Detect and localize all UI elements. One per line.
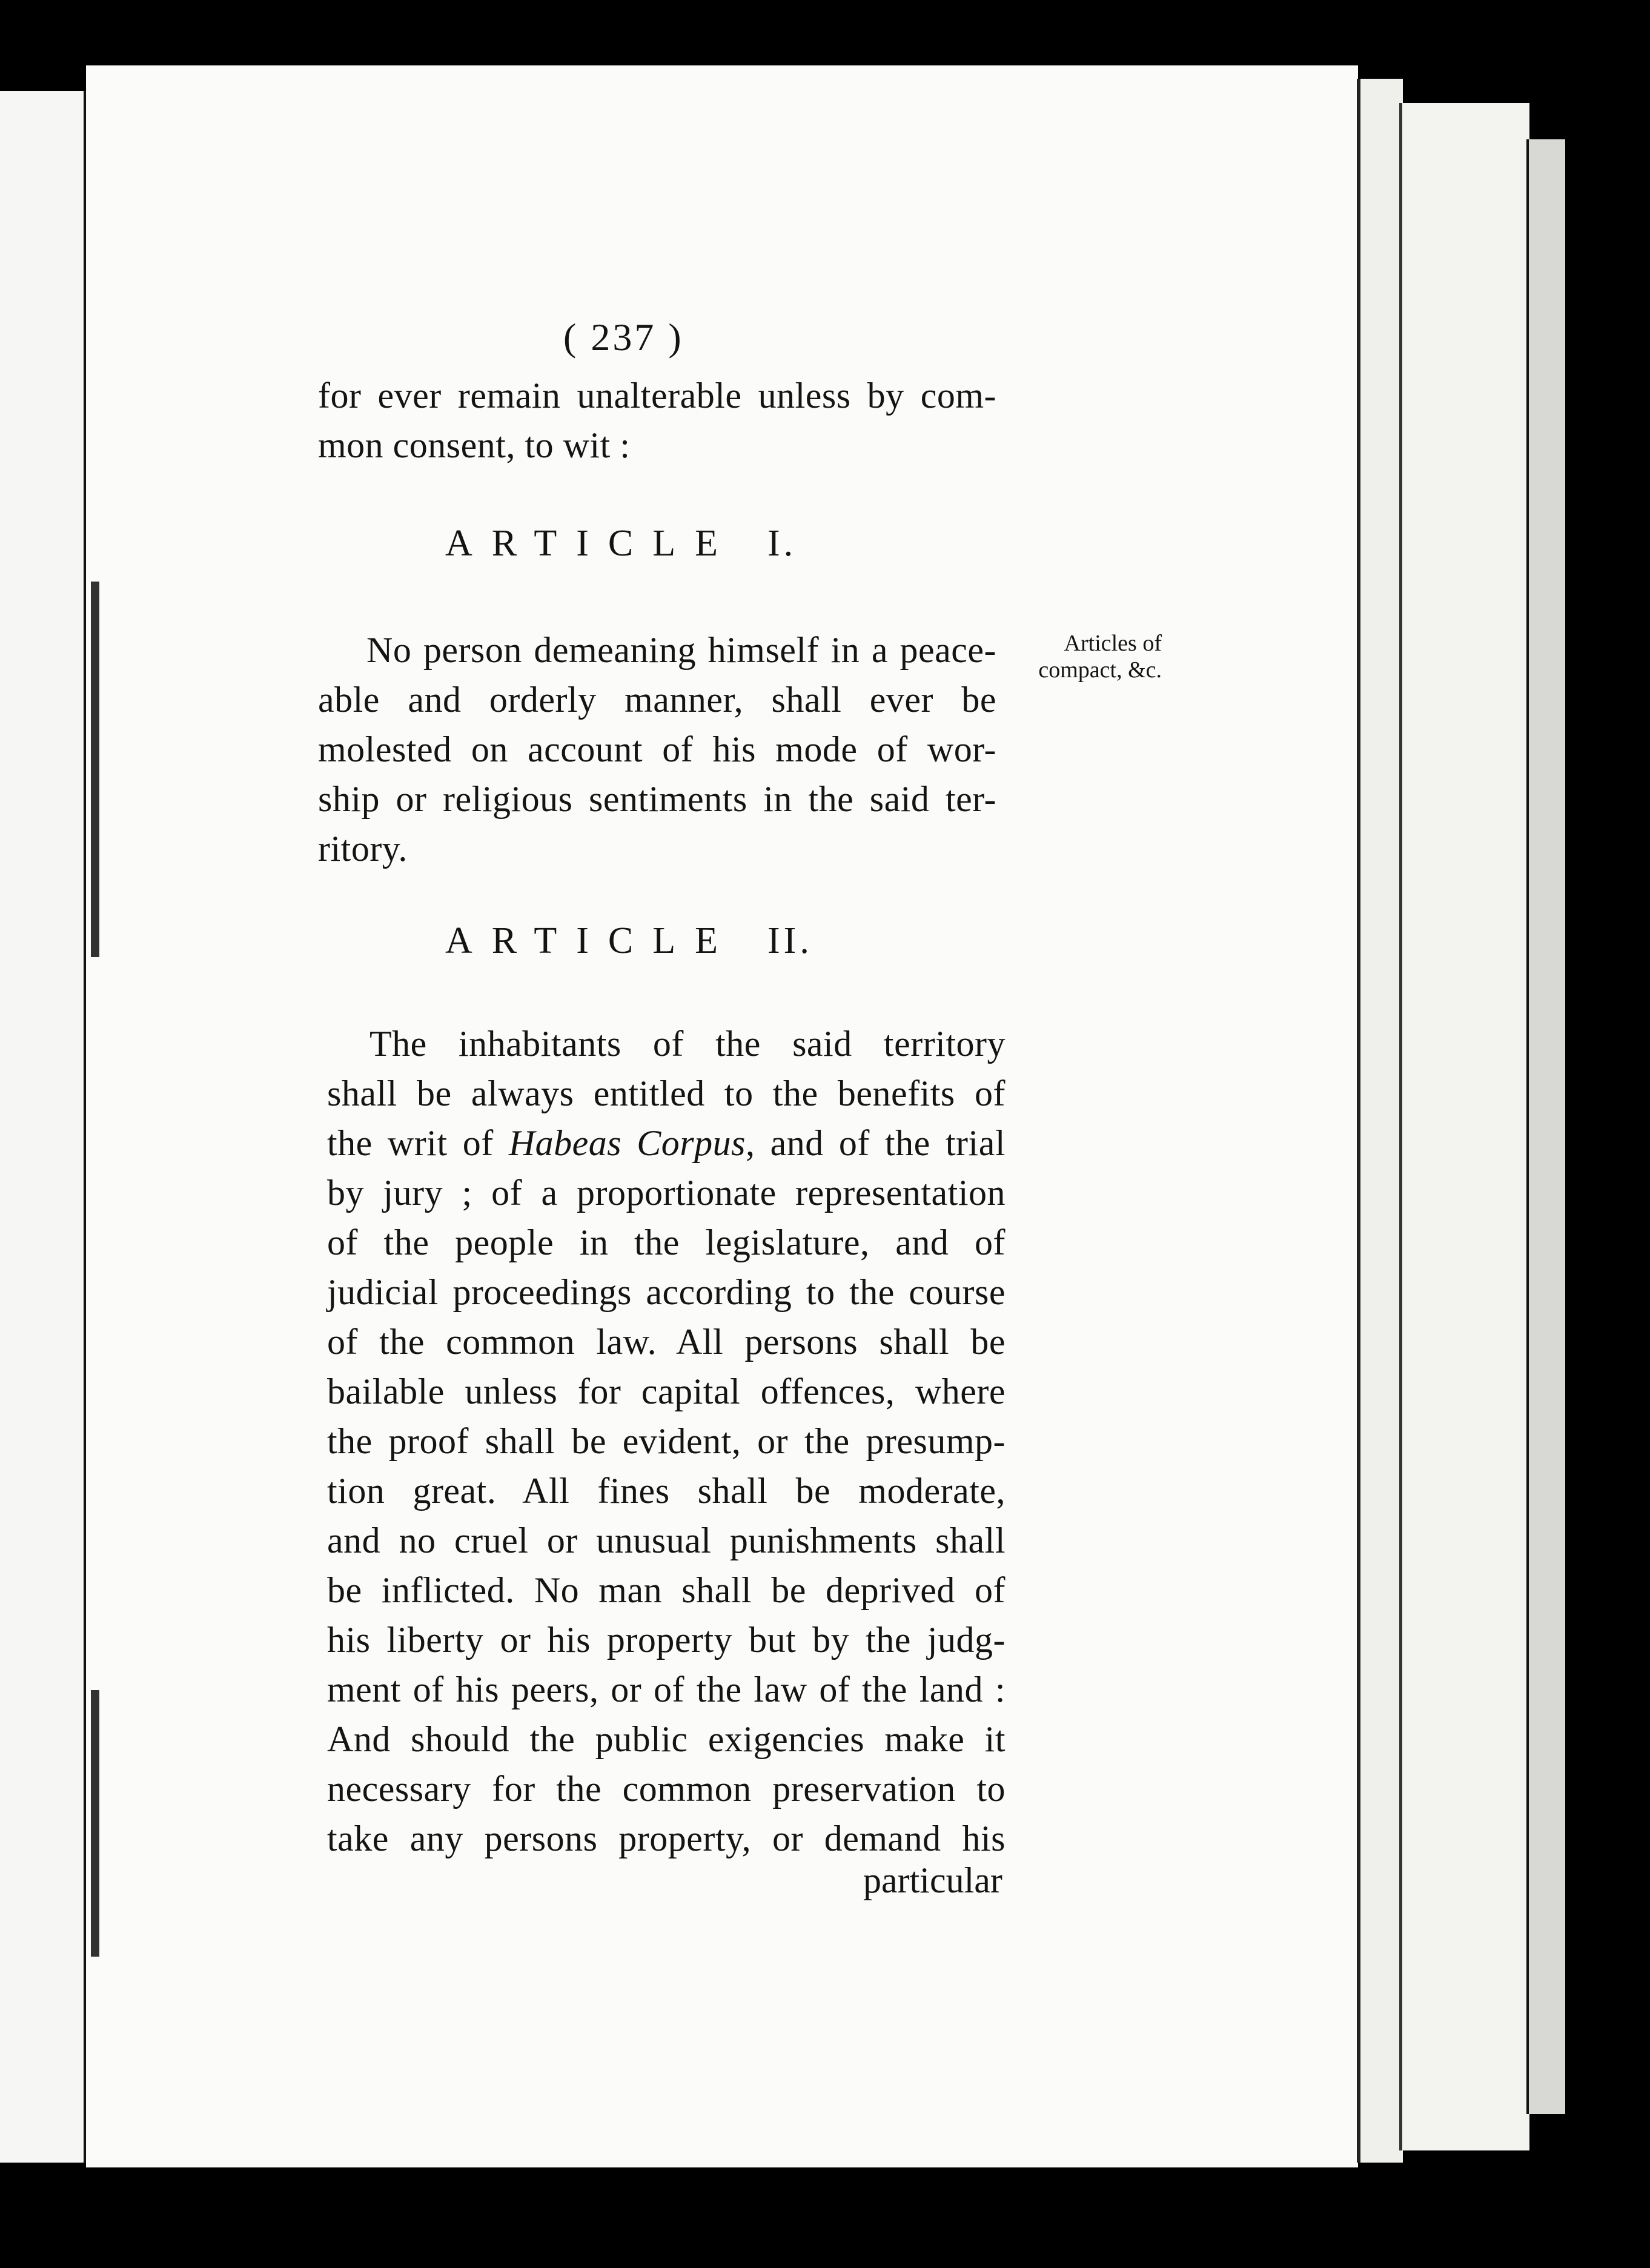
text-line: judicial proceedings according to the course — [327, 1272, 1006, 1312]
article-2-text — [327, 1019, 1006, 1863]
text-line: be inflicted. No man shall be deprived of — [327, 1570, 1006, 1610]
text-line: And should the public exigencies make it — [327, 1719, 1006, 1759]
article-1-text — [318, 625, 996, 874]
article-heading-number: II. — [767, 920, 813, 961]
article-heading-word: ARTICLE — [445, 523, 738, 564]
article-1-heading — [445, 522, 797, 565]
page-number: ( 237 ) — [563, 316, 684, 359]
margin-note-line: compact, &c. — [1038, 657, 1162, 683]
text-line: bailable unless for capital offences, where — [327, 1371, 1006, 1411]
binding-thread-mark — [91, 1690, 99, 1957]
text-line: able and orderly manner, shall ever be — [318, 680, 996, 720]
text-line: his liberty or his property but by the judg- — [327, 1620, 1006, 1660]
margin-note-line: Articles of — [1064, 631, 1162, 656]
text-line: for ever remain unalterable unless by com- — [318, 376, 996, 416]
text-line: take any persons property, or demand his — [327, 1819, 1006, 1858]
text-line: of the people in the legislature, and of — [327, 1222, 1006, 1262]
binding-thread-mark — [91, 582, 99, 957]
facing-page-edge — [0, 91, 85, 2163]
article-heading-word: ARTICLE — [445, 920, 738, 961]
text-line: tion great. All fines shall be moderate, — [327, 1471, 1006, 1511]
article-2-heading — [445, 920, 813, 963]
page-edge-strip — [1399, 103, 1529, 2150]
text-line: No person demeaning himself in a peace- — [366, 630, 996, 670]
text-line: and no cruel or unusual punishments shall — [327, 1520, 1006, 1560]
text-line: ship or religious sentiments in the said ter- — [318, 779, 996, 819]
text-line: the proof shall be evident, or the presump- — [327, 1421, 1006, 1461]
text-line: of the common law. All persons shall be — [327, 1322, 1006, 1362]
text-line: molested on account of his mode of wor- — [318, 729, 996, 769]
text-line: by jury ; of a proportionate representation — [327, 1173, 1006, 1213]
page-edge-strip — [1357, 79, 1403, 2163]
text-line: The inhabitants of the said territory — [369, 1024, 1006, 1064]
text-line: mon consent, to wit : — [318, 425, 631, 465]
margin-note — [1010, 630, 1162, 683]
opening-text — [318, 371, 996, 470]
text-line: necessary for the common preservation to — [327, 1769, 1006, 1809]
text-line: the writ of Habeas Corpus, and of the trial — [327, 1123, 1006, 1163]
italic-latin-phrase: Habeas Corpus — [508, 1123, 746, 1163]
text-line: shall be always entitled to the benefits of — [327, 1073, 1006, 1113]
page-edge-strip — [1526, 139, 1565, 2114]
article-heading-number: I. — [767, 523, 797, 564]
text-line: ritory. — [318, 829, 408, 869]
text-line: ment of his peers, or of the law of the land : — [327, 1669, 1006, 1709]
catchword: particular — [863, 1860, 1002, 1900]
